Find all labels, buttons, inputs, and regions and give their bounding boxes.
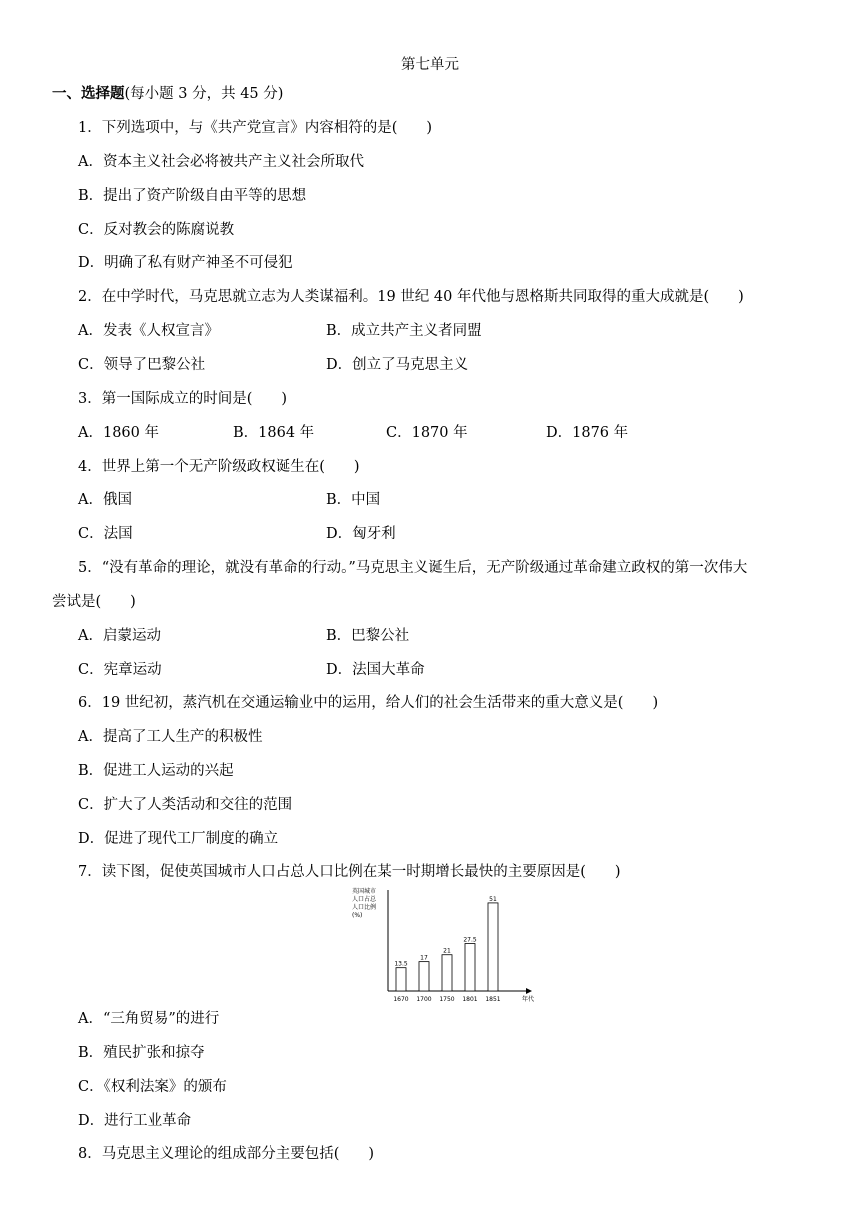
q5-option-d: D．法国大革命 [326, 662, 425, 678]
q3-option-c: C．1870 年 [386, 425, 468, 441]
q3-option-d: D．1876 年 [546, 425, 629, 441]
q1-option-b: B．提出了资产阶级自由平等的思想 [78, 188, 307, 204]
y-axis-label-line: 人口占总 [352, 896, 377, 903]
bar-value-label: 21 [443, 947, 451, 955]
bar-1670 [396, 968, 406, 991]
q6-option-c: C．扩大了人类活动和交往的范围 [78, 797, 293, 813]
q2-option-c: C．领导了巴黎公社 [78, 357, 206, 373]
x-tick-label: 1801 [462, 996, 478, 1003]
q7-option-d: D．进行工业革命 [78, 1113, 192, 1129]
q6-option-d: D．促进了现代工厂制度的确立 [78, 831, 279, 847]
question-8-stem: 8．马克思主义理论的组成部分主要包括( ) [78, 1146, 375, 1162]
y-axis-label-line: 英国城市 [352, 888, 377, 895]
urban-population-bar-chart [350, 884, 540, 1004]
bar-1801 [465, 944, 475, 992]
q7-option-a: A．“三角贸易”的进行 [78, 1011, 220, 1027]
question-1-stem: 1．下列选项中，与《共产党宣言》内容相符的是( ) [78, 120, 433, 136]
section-label: 一、选择题 [52, 85, 125, 102]
y-axis-label-line: 人口比例 [352, 904, 377, 911]
x-tick-label: 1670 [393, 996, 409, 1003]
x-tick-label: 1750 [439, 996, 455, 1003]
q1-option-d: D．明确了私有财产神圣不可侵犯 [78, 255, 293, 271]
q4-option-c: C．法国 [78, 526, 133, 542]
q1-option-c: C．反对教会的陈腐说教 [78, 222, 235, 238]
question-7-stem: 7．读下图，促使英国城市人口占总人口比例在某一时期增长最快的主要原因是( ) [78, 864, 621, 880]
q3-option-b: B．1864 年 [233, 425, 315, 441]
question-6-stem: 6．19 世纪初，蒸汽机在交通运输业中的运用，给人们的社会生活带来的重大意义是( ) [78, 695, 659, 711]
bar-value-label: 13.5 [394, 960, 408, 968]
q5-option-a: A．启蒙运动 [78, 628, 161, 644]
x-tick-label: 1700 [416, 996, 432, 1003]
q6-option-a: A．提高了工人生产的积极性 [78, 729, 263, 745]
q7-option-b: B．殖民扩张和掠夺 [78, 1045, 205, 1061]
bar-value-label: 51 [489, 895, 497, 903]
q5-option-c: C．宪章运动 [78, 662, 162, 678]
q4-option-b: B．中国 [326, 492, 381, 508]
q3-option-a: A．1860 年 [78, 425, 159, 441]
question-5-stem-cont: 尝试是( ) [52, 594, 136, 610]
question-3-stem: 3．第一国际成立的时间是( ) [78, 391, 288, 407]
page-title: 第七单元 [401, 57, 459, 73]
x-tick-label: 1851 [485, 996, 501, 1003]
bars [393, 896, 500, 1003]
bar-1750 [442, 955, 452, 991]
q4-option-d: D．匈牙利 [326, 526, 396, 542]
q7-option-c: C．《权利法案》的颁布 [78, 1079, 227, 1095]
q2-option-a: A．发表《人权宣言》 [78, 323, 219, 339]
q6-option-b: B．促进工人运动的兴起 [78, 763, 234, 779]
section-heading [52, 84, 283, 104]
bar-1851 [488, 903, 498, 991]
y-axis-label [352, 887, 376, 919]
q1-option-a: A．资本主义社会必将被共产主义社会所取代 [78, 154, 364, 170]
q2-option-d: D．创立了马克思主义 [326, 357, 469, 373]
q2-option-b: B．成立共产主义者同盟 [326, 323, 482, 339]
y-axis-label-line: (%) [352, 912, 363, 919]
question-2-stem: 2．在中学时代，马克思就立志为人类谋福利。19 世纪 40 年代他与恩格斯共同取得的重大成就是( ) [78, 289, 744, 305]
bar-1700 [419, 962, 429, 991]
bar-value-label: 27.5 [463, 936, 477, 944]
x-axis-label: 年代 [522, 996, 535, 1003]
bar-value-label: 17 [420, 954, 428, 962]
q5-option-b: B．巴黎公社 [326, 628, 410, 644]
question-5-stem: 5．“没有革命的理论，就没有革命的行动。”马克思主义诞生后，无产阶级通过革命建立政权的第一次伟大 [78, 560, 748, 576]
section-note: (每小题 3 分，共 45 分) [124, 86, 284, 102]
x-axis-arrow [526, 988, 532, 994]
q4-option-a: A．俄国 [78, 492, 132, 508]
question-4-stem: 4．世界上第一个无产阶级政权诞生在( ) [78, 459, 360, 475]
